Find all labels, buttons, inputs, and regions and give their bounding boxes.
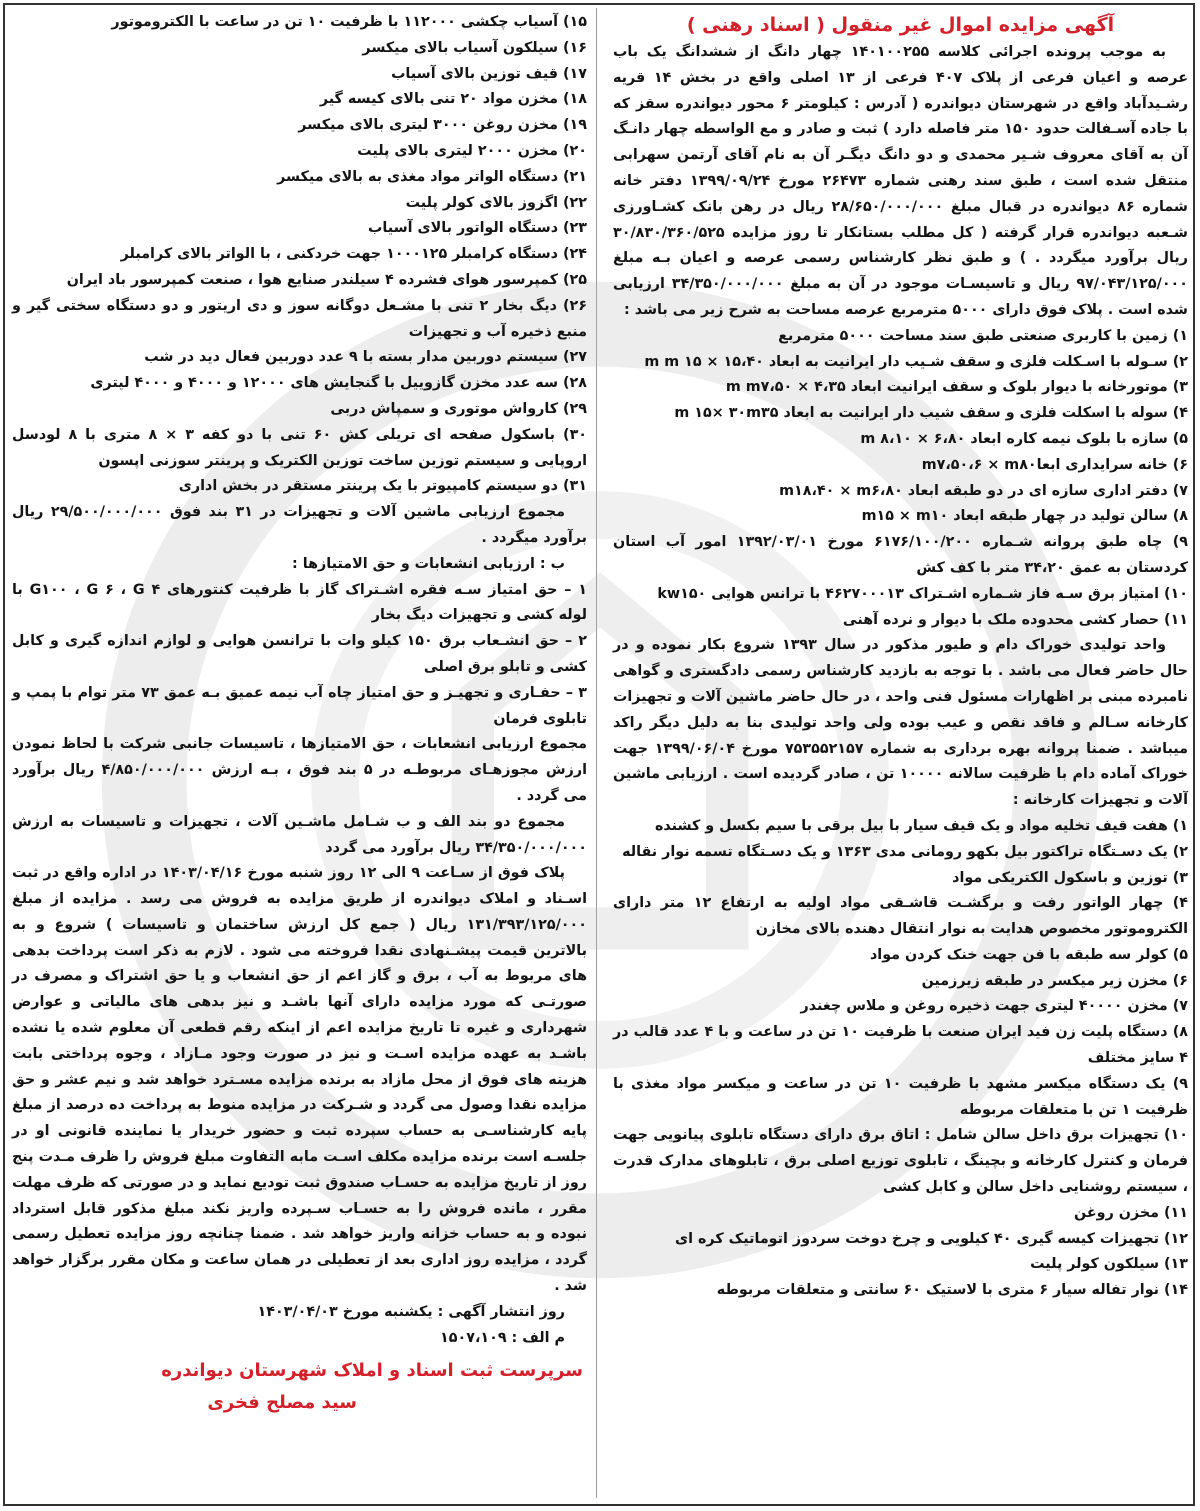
list-item: ۴) سوله با اسکلت فلزی و سقف شیب دار ایرانیت به ابعاد m ۱۵× ۳۰m۳۵: [674, 405, 1188, 422]
list-item: ۳۱) دو سیستم کامپیوتر با یک پرینتر مستقر در بخش اداری: [178, 478, 587, 495]
list-item: ۲۸) سه عدد مخزن گازوییل با گنجایش های ۱۲۰۰۰ و ۴۰۰۰ و ۴۰۰۰ لیتری: [90, 375, 587, 392]
publish-date: روز انتشار آگهی : یکشنبه مورخ ۱۴۰۳/۰۴/۰۳: [257, 1303, 565, 1320]
list-item: ۹) چاه طبق پروانه شـماره ۶۱۷۶/۱۰۰/۲۰۰ مورخ ۱۳۹۲/۰۳/۰۱ امور آب استان کردستان به عمق ۳۴،۲۰ متر با کف کش: [613, 534, 1188, 576]
list-item: ۷) دفتر اداری سازه ای در دو طبقه ابعاد m۱۸،۴۰ × m۶،۸۰: [779, 482, 1188, 499]
list-item: ۲۷) سیستم دوربین مدار بسته با ۹ عدد دوربین فعال دید در شب: [144, 349, 587, 366]
notice-title: آگهی مزایده اموال غیر منقول ( اسناد رهنی ): [686, 14, 1115, 36]
list-item: ۲۹) کارواش موتوری و سمپاش دربی: [330, 400, 587, 417]
list-item: ۱۱) مخزن روغن: [1074, 1204, 1188, 1221]
list-item: ۲۴) دستگاه کرامبلر ۱۰۰۰۱۲۵ جهت خردکنی ، با الواتر بالای کرامبلر: [120, 246, 587, 263]
list-item: ۱۲) تجهیزات کیسه گیری ۴۰ کیلویی و چرخ دوخت سردوز اتوماتیک کره ای: [675, 1230, 1188, 1247]
list-item: ۱۴) نوار تفاله سیار ۶ متری با لاستیک ۶۰ سانتی و متعلقات مربوطه: [716, 1282, 1188, 1299]
list-item: ۹) یک دستگاه میکسر مشهد با ظرفیت ۱۰ تن در ساعت و میکسر مواد مغذی با ظرفیت ۱ تن با متعلقات مربوطه: [613, 1075, 1188, 1118]
list-item: ۲۳) دستگاه الواتور بالای آسیاب: [368, 220, 587, 237]
list-item: ۱۵) آسیاب چکشی ۱۱۲۰۰۰ با ظرفیت ۱۰ تن در ساعت با الکتروموتور: [111, 14, 587, 30]
right-column: [613, 10, 1188, 1304]
list-item: ۲۶) دیگ بخار ۲ تنی با مشـعل دوگانه سوز و دی اریتور و دو دستگاه سختی گیر و منبع ذخیره آب و تجهیزات: [12, 297, 587, 340]
list-item: ۱۶) سیلکون آسیاب بالای میکسر: [362, 39, 587, 56]
machine-list-continued: [12, 10, 587, 500]
unit-description: واحد تولیدی خوراک دام و طیور مذکور در سال ۱۳۹۳ شروع بکار نموده و در حال حاضر فعال می باشد . با توجه به بازدید کارشناس رسمی دادگستری و گواهی نامبرده مبنی بر اظهارات مسئول فنی واحد ، در حال حاضر ماشین آلات و تجهیزات کارخانه سـالم و فاقد نقص و عیب بوده ولی واحد تولیدی بنا به دلیل دیگر راکد میباشد . ضمنا پروانه بهره برداری به شماره ۷۵۳۵۵۲۱۵۷ مورخ ۱۳۹۹/۰۶/۰۴ جهت خوراک آماده دام با ظرفیت سالانه ۱۰۰۰۰ تن ، صادر گردیده است . ارزیابی ماشین آلات و تجهیزات کارخانه :: [613, 637, 1188, 809]
left-column: [12, 10, 587, 1419]
list-item: ۳) توزین و باسکول الکتریکی مواد: [952, 869, 1188, 886]
list-item: ۱ – حق امتیاز سـه فقره اشـتراک گاز با ظرفیت کنتورهای G۱۰۰ ، G ۶ ، G ۴ با لوله کشی و تجهیزات دیگ بخار: [12, 581, 587, 624]
list-item: ۸) سالن تولید در چهار طبقه ابعاد m۱۵ × m۱۰: [861, 508, 1188, 525]
list-item: ۲) سـوله با اسـکلت فلزی و سقف شـیب دار ایرانیت به ابعاد m m ۱۵ × ۱۵،۴۰: [644, 353, 1188, 370]
list-item: ۱۳) سیلکون کولر پلیت: [1030, 1256, 1188, 1273]
signature-office: سرپرست ثبت اسناد و املاک شهرستان دیواندره: [161, 1360, 583, 1382]
list-item: ۸) دستگاه پلیت زن فید ایران صنعت با ظرفیت ۱۰ تن در ساعت و با ۴ عدد قالب در ۴ سایز مختلف: [613, 1024, 1188, 1067]
list-item: ۱۸) مخزن مواد ۲۰ تنی بالای کیسه گیر: [319, 91, 587, 108]
list-item: ۶) خانه سرایداری ابعاm۷،۵۰،۶ × m۸۰: [921, 456, 1188, 473]
signature-name: سید مصلح فخری: [207, 1392, 357, 1414]
intro-paragraph: به موجب پرونده اجرائی کلاسه ۱۴۰۱۰۰۲۵۵ چهار دانگ از ششدانگ یک باب عرصه و اعیان فرعی از پلاک ۴۰۷ فرعی از ۱۳ اصلی واقع در بخش ۱۴ قریه رشـیدآباد واقع در شهرستان دیواندره ( آدرس : کیلومتر ۶ محور دیواندره سقز که با جاده آسـفالت حدود ۱۵۰ متر فاصله دارد ) ثبت و صادر و مع الواسطه چهار دانـگ آن به آقای معروف شـیر محمدی و دو دانگ دیگـر آن به نام آقای آرتمن سهرابی منتقل شده است ، طبق سند رهنی شماره ۲۶۴۷۳ مورخ ۱۳۹۹/۰۹/۲۴ دفتر خانه شماره ۸۶ دیواندره در قبال مبلغ ۲۸/۶۵۰/۰۰۰/۰۰۰ ریال در رهن بانک کشـاورزی شـعبه دیواندره قرار گرفته ( کل مطلب بستانکار تا روز مزایده ۳۰/۸۳۰/۳۶۰/۵۲۵ ریال برآورد میگردد . ) و طبق نظر کارشناس رسمی عرصه و اعیان بـه مبلغ ۹۷/۰۴۳/۱۲۵/۰۰۰ ریال و تاسیسـات موجود در آن به مبلغ ۳۴/۳۵۰/۰۰۰/۰۰۰ ارزیابی شده است . پلاک فوق دارای ۵۰۰۰ مترمربع عرصه مساحت به شرح زیر می باشد :: [613, 44, 1188, 318]
privilege-list: [12, 578, 587, 733]
section-b-heading: ب : ارزیابی انشعابات و حق الامتیازها :: [292, 555, 565, 572]
list-item: ۱۰) تجهیزات برق داخل سالن شامل : اتاق برق دارای دستگاه تابلوی پیانویی جهت فرمان و کنترل کارخانه و بچینگ ، تابلوی توزیع اصلی برق ، تابلوهای مدارک قدرت ، سیستم روشنایی داخل سالن و کابل کشی: [613, 1127, 1188, 1196]
grand-total: مجموع دو بند الف و ب شـامل ماشـین آلات ، تجهیزات و تاسیسات به ارزش ۳۴/۳۵۰/۰۰۰/۰۰۰ ریال برآورد می گردد: [12, 813, 587, 856]
machine-list: [613, 814, 1188, 1304]
privilege-total: مجموع ارزیابی انشعابات ، حق الامتیازها ، تاسیسات جانبی شرکت با لحاظ نمودن ارزش مجوزهـای مربوطـه در ۵ بند فوق ، بـه ارزش ۴/۸۵۰/۰۰۰/۰۰۰ ریال برآورد می گردد .: [12, 736, 587, 804]
list-item: ۶) مخزن زیر میکسر در طبقه زیرزمین: [921, 972, 1188, 989]
list-item: ۵) کولر سه طبقه با فن جهت خنک کردن مواد: [869, 946, 1188, 963]
list-item: ۱) هفت قیف تخلیه مواد و یک قیف سیار با بیل برقی با سیم بکسل و کشنده: [654, 817, 1188, 834]
list-item: ۵) سازه با بلوک نیمه کاره ابعاد m ۸،۱۰ × ۶،۸۰: [860, 430, 1188, 447]
list-item: ۲) یک دسـتگاه تراکتور بیل بکهو رومانی مدی ۱۳۶۳ و یک دسـتگاه تسمه نوار نقاله: [622, 843, 1188, 860]
list-item: ۲۰) مخزن ۲۰۰۰ لیتری بالای پلیت: [357, 142, 587, 159]
list-item: ۱۹) مخزن روغن ۳۰۰۰ لیتری بالای میکسر: [298, 117, 587, 134]
list-item: ۱) زمین با کاربری صنعتی طبق سند مساحت ۵۰۰۰ مترمربع: [778, 327, 1188, 344]
list-item: ۴) چهار الواتور رفت و برگشـت قاشـقی مواد اولیه به ارتفاع ۱۲ متر دارای الکتروموتور مخصوص هدایت به نوار انتقال دهنده بالای مخازن: [613, 895, 1188, 938]
list-item: ۳ – حفـاری و تجهیـز و حق امتیاز چاه آب نیمه عمیق بـه عمق ۷۳ متر توام با پمپ و تابلوی فرمان: [12, 684, 588, 727]
column-divider: [596, 8, 597, 1498]
list-item: ۷) مخزن ۴۰۰۰۰ لیتری جهت ذخیره روغن و ملاس چغندر: [800, 998, 1188, 1015]
list-item: ۱۱) حصار کشی محدوده ملک با دیوار و نرده آهنی: [842, 611, 1188, 628]
list-item: ۳) موتورخانه با دیوار بلوک و سقف ایرانیت ابعاد m m۷،۵۰ × ۴،۳۵: [725, 379, 1188, 396]
list-item: ۳۰) باسکول صفحه ای تریلی کش ۶۰ تنی با دو کفه ۳ × ۸ متری با ۸ لودسل اروپایی و سیستم توزین ساخت توزین الکتریک و پرینتر سوزنی اپسون: [12, 426, 588, 469]
list-item: ۲۱) دستگاه الواتر مواد مغذی به بالای میکسر: [277, 168, 587, 185]
list-item: ۱۰) امتیاز برق سـه فاز شـماره اشـتراک ۴۶۲۷۰۰۰۱۳ با ترانس هوایی kw۱۵۰: [657, 585, 1188, 602]
reference-code: م الف : ۱۵۰۷،۱۰۹: [440, 1329, 565, 1346]
list-item: ۱۷) قیف توزین بالای آسیاب: [391, 65, 587, 82]
list-item: ۲۵) کمپرسور هوای فشرده ۴ سیلندر صنایع هوا ، صنعت کمپرسور باد ایران: [66, 271, 587, 288]
property-list: [613, 324, 1188, 634]
auction-terms: پلاک فوق از سـاعت ۹ الی ۱۲ روز شنبه مورخ ۱۴۰۳/۰۴/۱۶ در اداره واقع در ثبت اسـناد و املاک دیواندره از طریق مزایده به فروش می رسد . مزایده از مبلغ ۱۳۱/۳۹۳/۱۲۵/۰۰۰ ریال ( جمع کل ارزش ساختمان و تاسیسات ) شروع و به بالاترین قیمت پیشـنهادی نقدا فروخته می شود . لازم به ذکر است پرداخت بدهی های مربوط به آب ، برق و گاز اعم از حق انشعاب و یا حق اشتراک و مصرف در صورتـی که مورد مزایده دارای آنها باشـد و نیز بدهی های مالیاتی و عوارض شهرداری و غیره تا تاریخ مزایده اعم از اینکه رقم قطعی آن معلوم شده یا نشده باشـد به عهده مزایده اسـت و نیز در صورت وجود مـازاد ، وجوه پرداختی بابت هزینه های فوق از محل مازاد به برنده مزایده مسـترد خواهد شد و نیم عشر و حق مزایده نقدا وصول می گردد و شـرکت در مزایده منوط به پرداخت ده درصد از مبلغ پایه کارشناسـی به حساب سپرده ثبت و حضور خریدار یا نماینده قانونی او در جلسـه است برنده مزایده مکلف اسـت مابه التفاوت مبلغ فروش را ظرف مـدت پنج روز از تاریخ مزایده به حسـاب صندوق ثبت تودیع نماید و در صورتی که ظرف مهلت مقرر ، مانده فروش را به حسـاب سـپرده واریز نکند مبلغ مذکور قابل استرداد نبوده و به حساب خزانه واریز خواهد شد . ضمنا چنانچه روز مزایده تعطیل رسمی گردد ، مزایده روز اداری بعد از تعطیلی در همان ساعت و مکان مقرر برگزار خواهد شد .: [12, 865, 587, 1295]
list-item: ۲ – حق انشـعاب برق ۱۵۰ کیلو وات با ترانسن هوایی و لوازم اندازه گیری و کابل کشی و تابلو برق اصلی: [12, 633, 588, 675]
list-item: ۲۲) اگزوز بالای کولر پلیت: [405, 194, 587, 211]
machine-total: مجموع ارزیابی ماشین آلات و تجهیزات در ۳۱ بند فوق ۲۹/۵۰۰/۰۰۰/۰۰۰ ریال برآورد میگردد .: [12, 504, 587, 546]
